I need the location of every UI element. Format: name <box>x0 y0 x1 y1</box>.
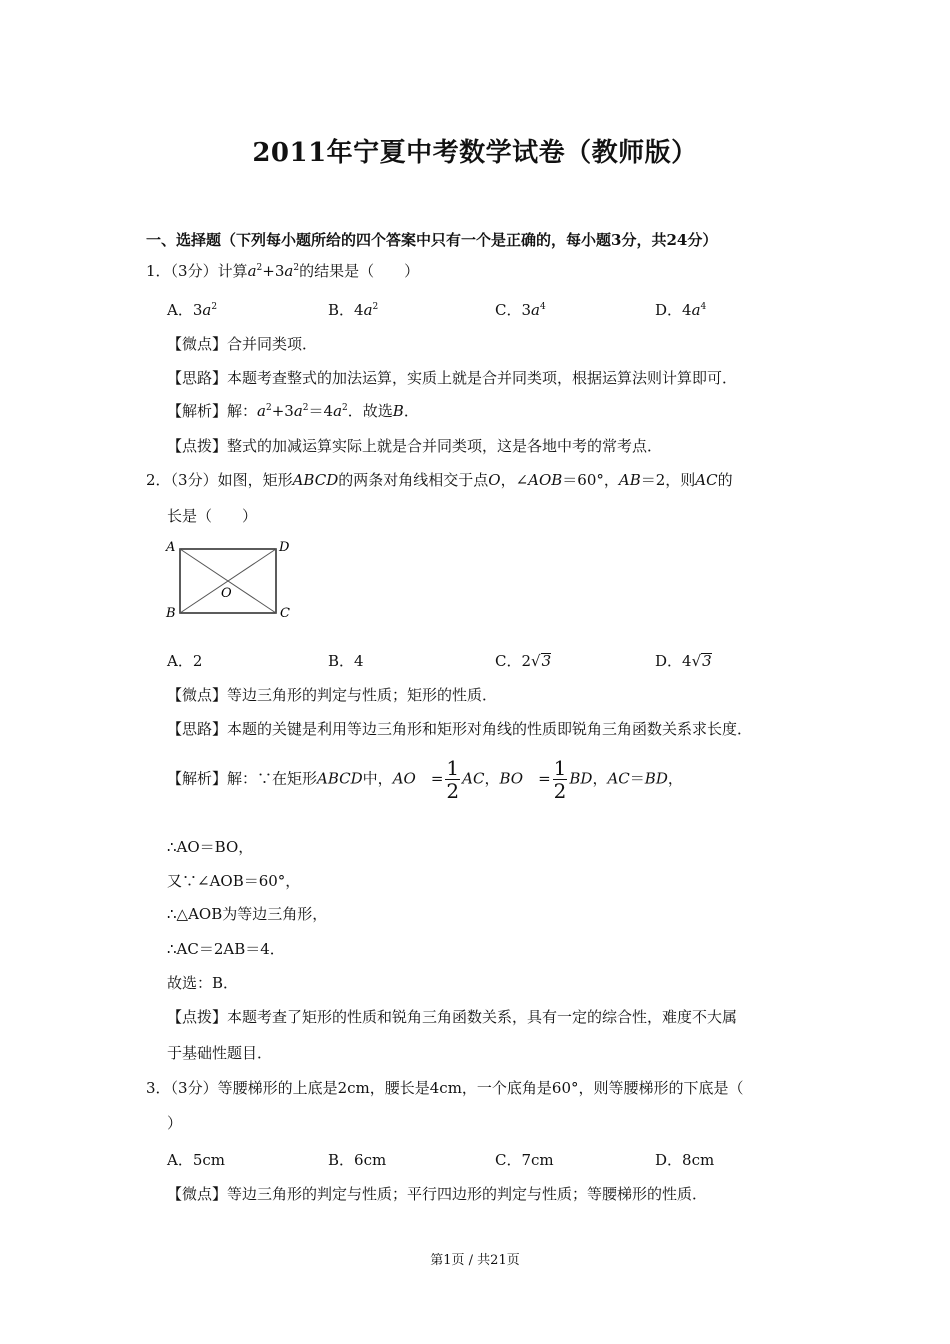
question-2: 2．（3分）如图，矩形ABCD的两条对角线相交于点O，∠AOB＝60°，AB＝2，则AC的 <box>146 471 733 489</box>
q1-dianbo: 【点拨】整式的加减运算实际上就是合并同类项，这是各地中考的常考点． <box>167 437 663 455</box>
label-d: D <box>279 540 290 555</box>
q2-step-2: 又∵∠AOB＝60°， <box>167 872 301 890</box>
question-1: 1．（3分）计算$a^2+3a^2$的结果是（ ） <box>146 262 420 280</box>
q2-silu: 【思路】本题的关键是利用等边三角形和矩形对角线的性质即锐角三角函数关系求长度． <box>167 720 753 738</box>
q2-step-4: ∴AC＝2AB＝4． <box>167 940 285 958</box>
section-heading: 一、选择题（下列每小题所给的四个答案中只有一个是正确的，每小题3分，共24分） <box>146 231 718 249</box>
document-title: 2011年宁夏中考数学试卷（教师版） <box>252 138 698 168</box>
q2-option-c: C．2√3 <box>495 652 552 670</box>
fraction-half: $\frac{1}{2}$ <box>446 756 460 803</box>
q1-jiexi: 【解析】解：$a^2+3a^2=4a^2$．故选B． <box>167 402 419 420</box>
q3-option-d: D．8cm <box>655 1151 715 1169</box>
q1-option-d: D．$4a^4$ <box>655 301 707 319</box>
page-footer: 第1页 / 共21页 <box>430 1253 520 1268</box>
q3-weidian: 【微点】等边三角形的判定与性质；平行四边形的判定与性质；等腰梯形的性质． <box>167 1185 708 1203</box>
label-a: A <box>166 540 176 555</box>
q2-option-b: B．4 <box>328 652 364 670</box>
question-3-cont: ） <box>167 1114 183 1132</box>
q2-dianbo: 【点拨】本题考查了矩形的性质和锐角三角函数关系，具有一定的综合性，难度不大属 <box>167 1008 738 1026</box>
q2-dianbo-cont: 于基础性题目． <box>167 1044 273 1062</box>
q1-option-a: A．$3a^2$ <box>167 301 218 319</box>
q1-option-b: B．$4a^2$ <box>328 301 379 319</box>
question-3: 3．（3分）等腰梯形的上底是2cm，腰长是4cm，一个底角是60°，则等腰梯形的下底是（ <box>146 1079 744 1097</box>
q2-option-d: D．4√3 <box>655 652 712 670</box>
q2-weidian: 【微点】等边三角形的判定与性质；矩形的性质． <box>167 686 498 704</box>
q2-option-a: A．2 <box>167 652 203 670</box>
q3-option-c: C．7cm <box>495 1151 554 1169</box>
label-c: C <box>280 606 290 621</box>
q2-step-1: ∴AO＝BO， <box>167 838 254 856</box>
rectangle-figure <box>160 535 300 625</box>
q1-weidian: 【微点】合并同类项． <box>167 335 318 353</box>
question-2-cont: 长是（ ） <box>167 507 258 525</box>
q2-step-3: ∴△AOB为等边三角形， <box>167 905 328 923</box>
q2-jiexi: 【解析】解：∵在矩形ABCD中，AO = $\frac{1}{2}$ AC，BO = $\frac{1}{2}$ BD，AC＝BD， <box>167 756 683 803</box>
q1-silu: 【思路】本题考查整式的加法运算，实质上就是合并同类项，根据运算法则计算即可． <box>167 369 738 387</box>
q3-option-b: B．6cm <box>328 1151 387 1169</box>
label-o: O <box>221 586 232 601</box>
q1-option-c: C．$3a^4$ <box>495 301 546 319</box>
label-b: B <box>166 606 176 621</box>
q3-option-a: A．5cm <box>167 1151 226 1169</box>
fraction-half: $\frac{1}{2}$ <box>553 756 567 803</box>
q2-step-5: 故选：B． <box>167 974 239 992</box>
